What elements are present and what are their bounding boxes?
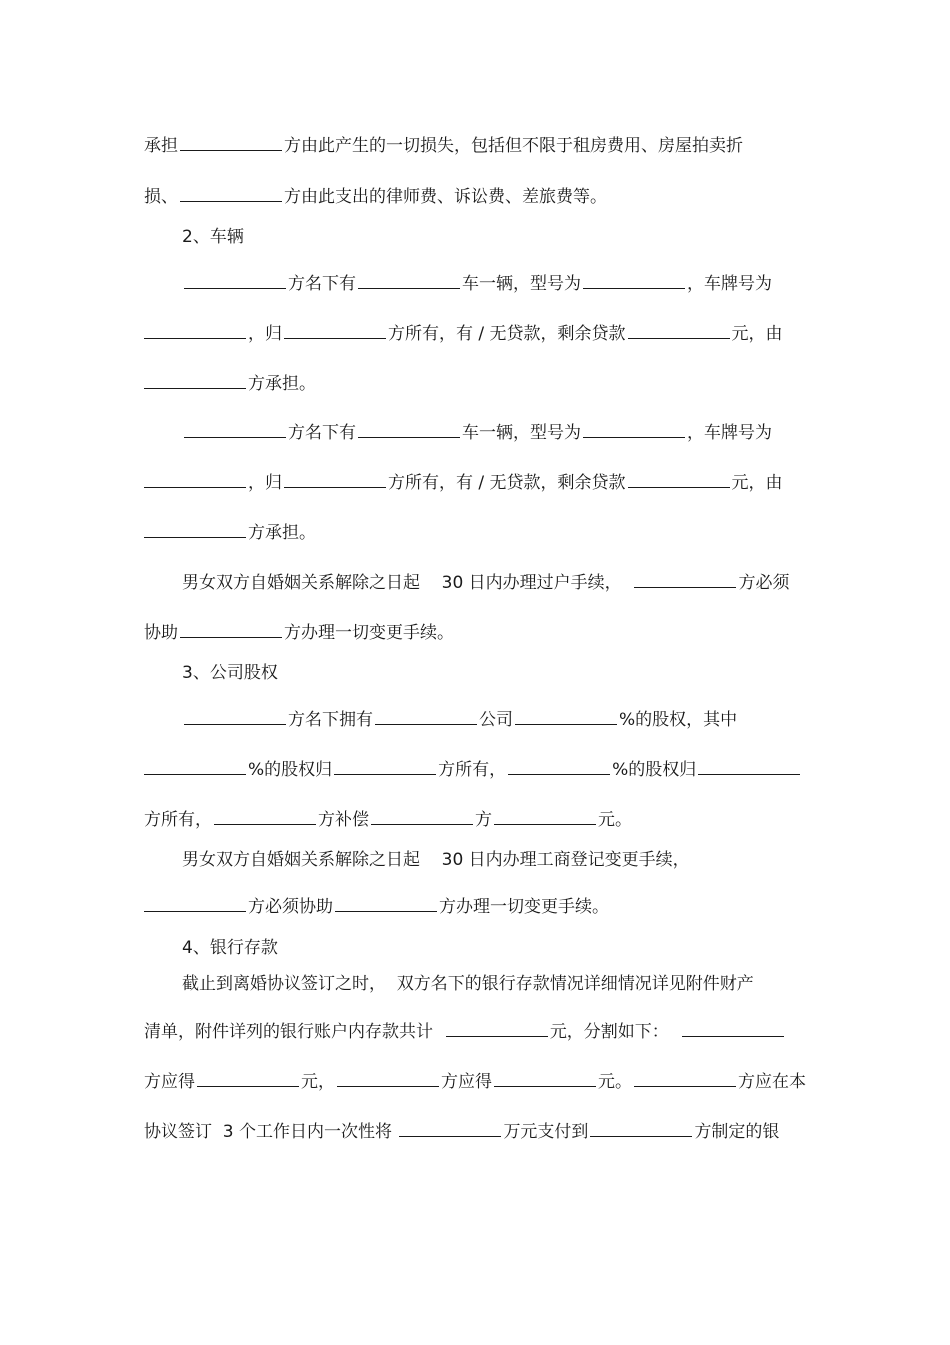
text-run: 公司: [479, 710, 513, 730]
blank-field[interactable]: [335, 893, 437, 912]
text-run: 方所有，有 / 无贷款，剩余贷款: [388, 473, 626, 493]
blank-field[interactable]: [634, 1068, 736, 1087]
text-run: 方所有，有 / 无贷款，剩余贷款: [388, 324, 626, 344]
text-run: %的股权归: [612, 760, 697, 780]
blank-field[interactable]: [284, 320, 386, 339]
blank-field[interactable]: [180, 619, 282, 638]
text-line: [142, 320, 783, 345]
text-line: [182, 569, 789, 594]
text-run: 30 日内办理过户手续，: [441, 573, 622, 593]
text-line: [144, 1118, 779, 1143]
blank-field[interactable]: [590, 1118, 692, 1137]
text-run: 协议签订 3 个工作日内一次性将: [144, 1122, 393, 1142]
text-run: 车一辆，型号为: [462, 274, 581, 294]
blank-field[interactable]: [628, 469, 730, 488]
text-run: 方办理一切变更手续。: [439, 897, 609, 917]
blank-field[interactable]: [628, 320, 730, 339]
blank-field[interactable]: [508, 756, 610, 775]
blank-field[interactable]: [698, 756, 800, 775]
section-heading: 2、车辆: [182, 227, 244, 247]
blank-field[interactable]: [184, 270, 286, 289]
text-run: 男女双方自婚姻关系解除之日起: [182, 850, 420, 870]
text-run: 方名下有: [288, 274, 356, 294]
text-run: 方必须协助: [248, 897, 333, 917]
text-run: 清单，附件详列的银行账户内存款共计: [144, 1022, 433, 1042]
text-line: [144, 1018, 786, 1043]
text-line: [182, 706, 737, 731]
text-run: 30 日内办理工商登记变更手续，: [441, 850, 690, 870]
blank-field[interactable]: [184, 706, 286, 725]
text-run: 元。: [598, 1072, 632, 1092]
section-heading: 3、公司股权: [182, 663, 278, 683]
blank-field[interactable]: [184, 419, 286, 438]
text-line: [144, 183, 607, 208]
text-run: %的股权，其中: [619, 710, 738, 730]
blank-field[interactable]: [284, 469, 386, 488]
blank-field[interactable]: [583, 270, 685, 289]
text-line: [182, 270, 772, 295]
text-run: 方补偿: [318, 810, 369, 830]
text-run: 方所有，: [144, 810, 212, 830]
text-run: %的股权归: [248, 760, 333, 780]
blank-field[interactable]: [144, 893, 246, 912]
blank-field[interactable]: [144, 370, 246, 389]
blank-field[interactable]: [180, 132, 282, 151]
text-run: 车一辆，型号为: [462, 423, 581, 443]
blank-field[interactable]: [214, 806, 316, 825]
text-run: ，归: [248, 324, 282, 344]
text-line: [144, 1068, 806, 1093]
blank-field[interactable]: [371, 806, 473, 825]
text-run: 方: [475, 810, 492, 830]
text-run: 协助: [144, 623, 178, 643]
text-line: [144, 619, 454, 644]
blank-field[interactable]: [446, 1018, 548, 1037]
blank-field[interactable]: [358, 270, 460, 289]
blank-field[interactable]: [515, 706, 617, 725]
blank-field[interactable]: [634, 569, 736, 588]
text-run: 方应在本: [738, 1072, 806, 1092]
text-run: 万元支付到: [503, 1122, 589, 1142]
blank-field[interactable]: [337, 1068, 439, 1087]
text-run: 方制定的银: [694, 1122, 780, 1142]
text-run: 承担: [144, 136, 178, 156]
blank-field[interactable]: [180, 183, 282, 202]
text-line: [142, 370, 316, 395]
text-line: [142, 519, 316, 544]
text-run: 方办理一切变更手续。: [284, 623, 454, 643]
blank-field[interactable]: [399, 1118, 501, 1137]
blank-field[interactable]: [583, 419, 685, 438]
text-line: [142, 756, 802, 781]
text-run: 方所有，: [438, 760, 507, 780]
text-line: [182, 419, 772, 444]
text-run: 元，由: [731, 473, 783, 493]
text-line: [142, 893, 609, 918]
text-line: [182, 849, 690, 871]
text-run: 元，由: [731, 324, 783, 344]
blank-field[interactable]: [494, 1068, 596, 1087]
text-run: 男女双方自婚姻关系解除之日起: [182, 573, 420, 593]
text-run: ，车牌号为: [687, 423, 772, 443]
blank-field[interactable]: [358, 419, 460, 438]
section-heading: 4、银行存款: [182, 938, 278, 958]
text-run: 方承担。: [248, 523, 316, 543]
text-line: 截止到离婚协议签订之时， 双方名下的银行存款情况详细情况详见附件财产: [182, 974, 754, 994]
blank-field[interactable]: [144, 519, 246, 538]
blank-field[interactable]: [334, 756, 436, 775]
text-run: 方必须: [738, 573, 790, 593]
text-run: 方由此产生的一切损失，包括但不限于租房费用、房屋拍卖折: [284, 136, 743, 156]
text-line: [144, 132, 743, 157]
blank-field[interactable]: [197, 1068, 299, 1087]
text-run: 元，: [301, 1072, 335, 1092]
blank-field[interactable]: [144, 320, 246, 339]
text-run: 方承担。: [248, 374, 316, 394]
text-run: 方名下有: [288, 423, 356, 443]
blank-field[interactable]: [144, 756, 246, 775]
text-run: 方由此支出的律师费、诉讼费、差旅费等。: [284, 187, 607, 207]
text-run: 方应得: [144, 1072, 195, 1092]
text-run: 方应得: [441, 1072, 492, 1092]
text-run: ，归: [248, 473, 282, 493]
text-run: 方名下拥有: [288, 710, 373, 730]
blank-field[interactable]: [494, 806, 596, 825]
text-line: [144, 806, 632, 831]
text-line: [142, 469, 783, 494]
text-run: 损、: [144, 187, 178, 207]
text-run: ，车牌号为: [687, 274, 772, 294]
blank-field[interactable]: [375, 706, 477, 725]
text-run: 元。: [598, 810, 632, 830]
blank-field[interactable]: [682, 1018, 784, 1037]
text-run: 元，分割如下：: [549, 1022, 669, 1042]
blank-field[interactable]: [144, 469, 246, 488]
